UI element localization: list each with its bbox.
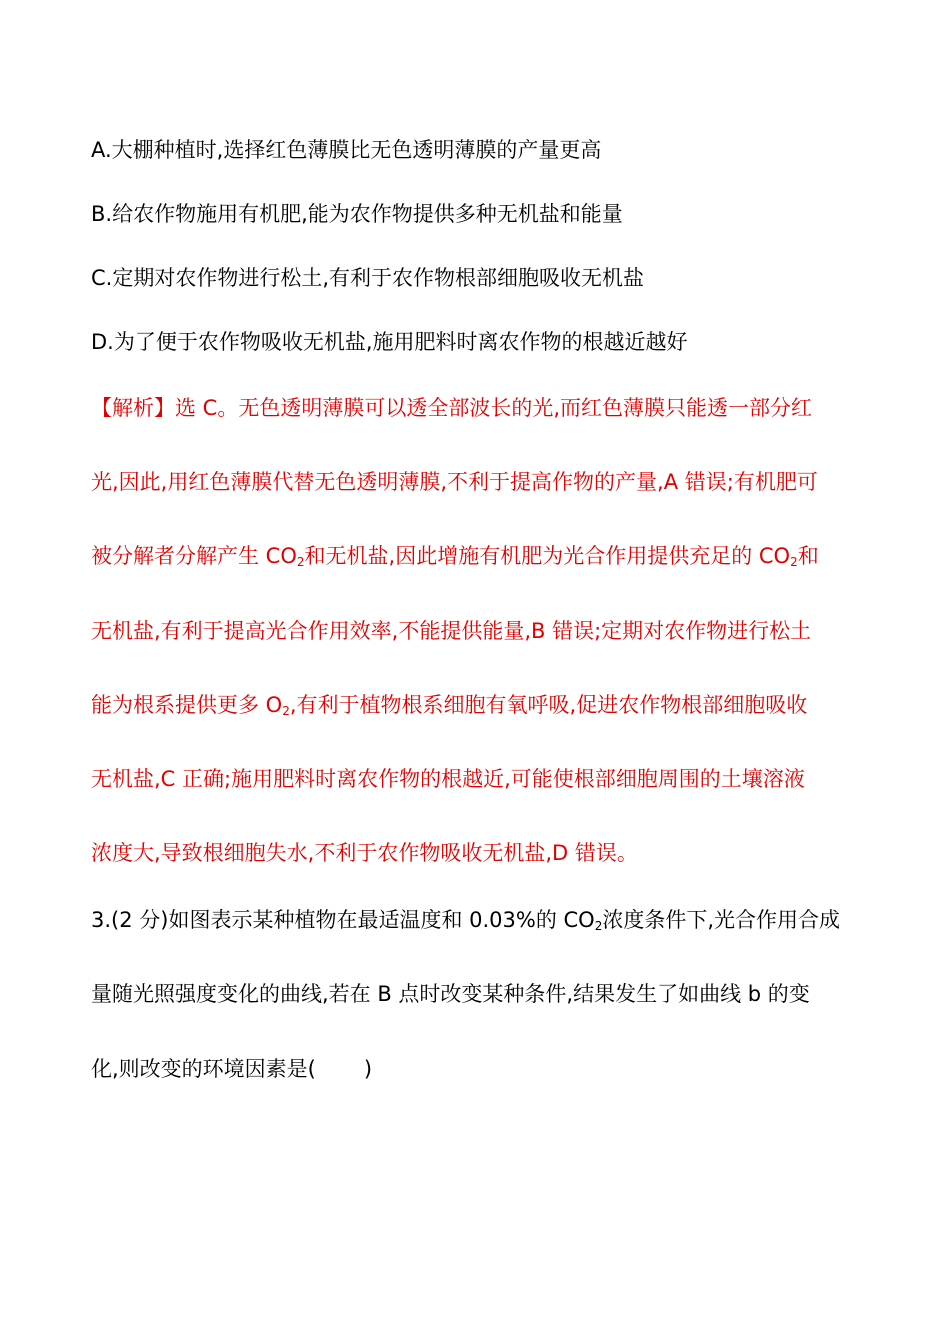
option-b: B.给农作物施用有机肥,能为农作物提供多种无机盐和能量 xyxy=(91,202,623,226)
co2-subscript: 2 xyxy=(790,555,798,569)
analysis-line-3-part-c: 和 xyxy=(797,544,819,568)
analysis-line-5-part-b: ,有利于植物根系细胞有氧呼吸,促进农作物根部细胞吸收 xyxy=(289,693,808,717)
analysis-line-3-part-a: 被分解者分解产生 CO xyxy=(91,544,297,568)
analysis-line-1: 【解析】选 C。无色透明薄膜可以透全部波长的光,而红色薄膜只能透一部分红 xyxy=(91,396,813,420)
analysis-line-6: 无机盐,C 正确;施用肥料时离农作物的根越近,可能使根部细胞周围的土壤溶液 xyxy=(91,767,805,791)
question-3-line-1-part-b: 浓度条件下,光合作用合成 xyxy=(602,908,841,932)
question-3-line-3-part-a: 化,则改变的环境因素是( xyxy=(91,1057,316,1081)
analysis-line-4: 无机盐,有利于提高光合作用效率,不能提供能量,B 错误;定期对农作物进行松土 xyxy=(91,619,812,643)
analysis-line-5 xyxy=(91,690,871,720)
question-3-line-1-part-a: 3.(2 分)如图表示某种植物在最适温度和 0.03%的 CO xyxy=(91,908,595,932)
analysis-line-5-part-a: 能为根系提供更多 O xyxy=(91,693,283,717)
o2-subscript: 2 xyxy=(282,704,290,718)
option-a: A.大棚种植时,选择红色薄膜比无色透明薄膜的产量更高 xyxy=(91,138,602,162)
option-c: C.定期对农作物进行松土,有利于农作物根部细胞吸收无机盐 xyxy=(91,266,645,290)
analysis-line-7: 浓度大,导致根细胞失水,不利于农作物吸收无机盐,D 错误。 xyxy=(91,841,638,865)
analysis-line-2: 光,因此,用红色薄膜代替无色透明薄膜,不利于提高作物的产量,A 错误;有机肥可 xyxy=(91,470,818,494)
analysis-line-3-part-b: 和无机盐,因此增施有机肥为光合作用提供充足的 CO xyxy=(304,544,791,568)
question-3-line-3-part-b: ) xyxy=(363,1057,373,1081)
question-3-line-3 xyxy=(91,1054,871,1084)
option-d: D.为了便于农作物吸收无机盐,施用肥料时离农作物的根越近越好 xyxy=(91,330,688,354)
analysis-line-3 xyxy=(91,541,871,571)
question-3-line-1 xyxy=(91,905,871,935)
co2-subscript: 2 xyxy=(594,919,603,933)
co2-subscript: 2 xyxy=(296,555,305,569)
question-3-line-2: 量随光照强度变化的曲线,若在 B 点时改变某种条件,结果发生了如曲线 b 的变 xyxy=(91,982,810,1006)
